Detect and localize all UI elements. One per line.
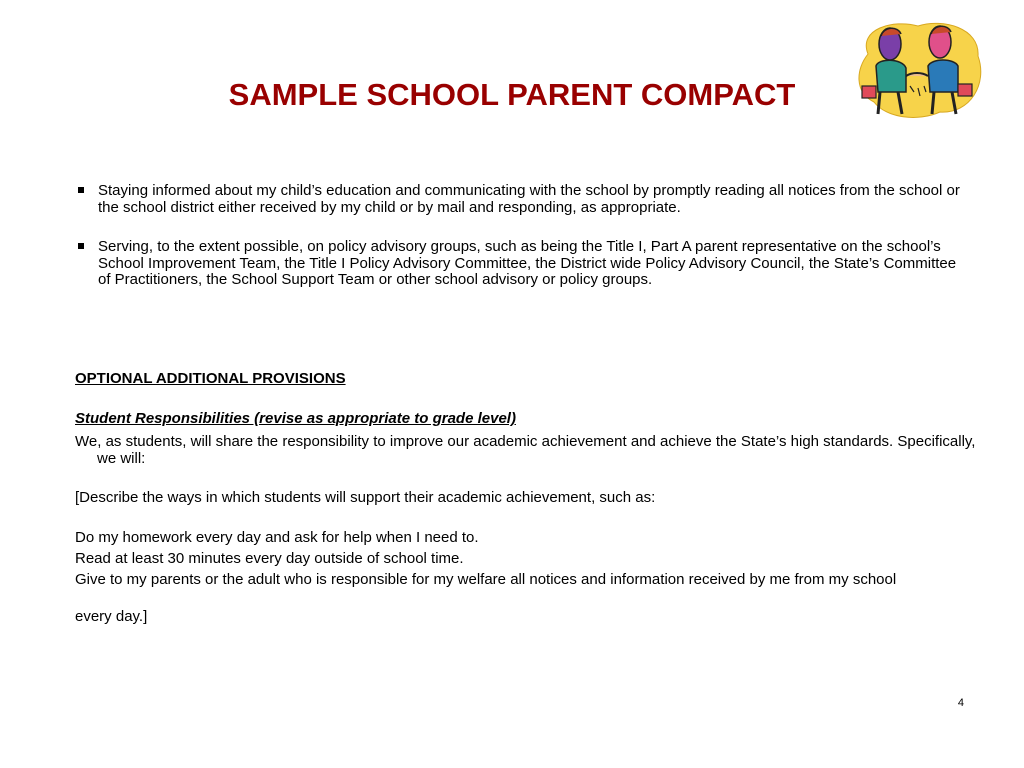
- square-bullet-icon: [78, 187, 84, 193]
- list-item-notices: Give to my parents or the adult who is responsible for my welfare all notices and information received by me from my school: [75, 571, 897, 588]
- bullet-item: [78, 183, 968, 216]
- square-bullet-icon: [78, 243, 84, 249]
- handshake-people-icon: [848, 14, 988, 122]
- page-number: 4: [957, 697, 964, 709]
- bullet-item: [78, 239, 968, 289]
- list-item-homework: Do my homework every day and ask for help when I need to.: [75, 529, 479, 546]
- list-item-reading: Read at least 30 minutes every day outside of school time.: [75, 550, 464, 567]
- optional-provisions-heading: [75, 371, 975, 388]
- student-responsibilities-heading-text: Student Responsibilities (revise as appropriate to grade level): [75, 410, 516, 427]
- student-intro-paragraph: We, as students, will share the responsibility to improve our academic achievement and achieve the State’s high standards. Specifically, we will:: [75, 433, 976, 467]
- page-title: SAMPLE SCHOOL PARENT COMPACT: [228, 77, 796, 112]
- bullet-text: Staying informed about my child’s education and communicating with the school by promptly reading all notices from the school or the school district either received by my child or by mail and responding, as appropriate.: [98, 182, 960, 216]
- describe-line: [Describe the ways in which students will support their academic achievement, such as:: [75, 489, 656, 506]
- bullet-list: [78, 183, 968, 312]
- bullet-text: Serving, to the extent possible, on policy advisory groups, such as being the Title I, Part A parent representative on the school’s School Improvement Team, the Title I Policy Advisory Committee, the District wide Policy Advisory Council, the State’s Committee of Practitioners, the School Support Team or other school advisory or policy groups.: [98, 238, 957, 288]
- list-item-every-day: every day.]: [75, 608, 148, 625]
- student-responsibilities-heading: [75, 411, 975, 428]
- optional-provisions-heading-text: OPTIONAL ADDITIONAL PROVISIONS: [75, 370, 346, 387]
